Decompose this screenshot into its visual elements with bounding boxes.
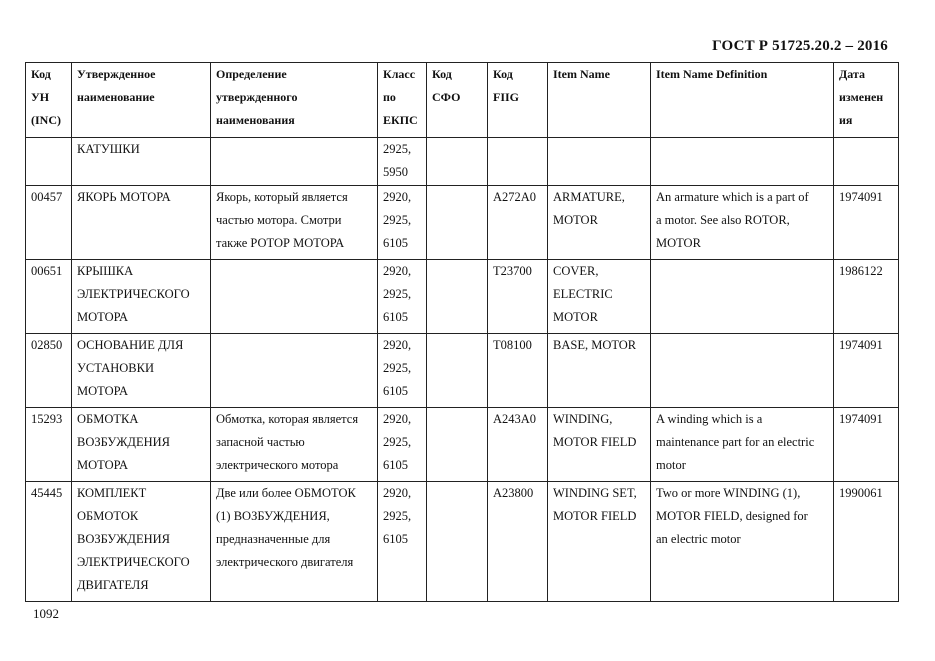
- cell-line: T23700: [493, 264, 532, 278]
- cell-line: ЭЛЕКТРИЧЕСКОГО: [77, 287, 190, 301]
- table-row: [26, 334, 899, 408]
- cell-ekps-class: [378, 260, 427, 334]
- cell-approved-name: [72, 138, 211, 186]
- cell-line: A243A0: [493, 412, 537, 426]
- cell-line: Две или более ОБМОТОК: [216, 486, 356, 500]
- cell-line: 2925,: [383, 287, 412, 301]
- cell-fiig-code: [488, 186, 548, 260]
- cell-line: A23800: [493, 486, 534, 500]
- cell-ekps-class: [378, 186, 427, 260]
- cell-line: MOTOR FIELD, designed for: [656, 509, 808, 523]
- cell-line: BASE, MOTOR: [553, 338, 637, 352]
- table-row: [26, 260, 899, 334]
- cell-inc-code: [26, 186, 72, 260]
- cell-sfo-code: [427, 138, 488, 186]
- cell-ekps-class: [378, 138, 427, 186]
- cell-ekps-class: [378, 408, 427, 482]
- cell-line: утвержденного: [216, 90, 298, 104]
- cell-line: 1974091: [839, 412, 883, 426]
- cell-line: 1986122: [839, 264, 883, 278]
- cell-item-name-definition: [651, 334, 834, 408]
- table-row: [26, 186, 899, 260]
- cell-line: 2925,: [383, 509, 412, 523]
- cell-line: изменен: [839, 90, 884, 104]
- cell-line: 15293: [31, 412, 63, 426]
- cell-sfo-code: [427, 482, 488, 602]
- cell-inc-code: [26, 260, 72, 334]
- cell-line: МОТОРА: [77, 458, 129, 472]
- cell-line: ВОЗБУЖДЕНИЯ: [77, 435, 170, 449]
- cell-line: MOTOR: [553, 213, 598, 227]
- cell-line: COVER,: [553, 264, 599, 278]
- cell-change-date: [834, 334, 899, 408]
- cell-name-definition: [211, 408, 378, 482]
- cell-ekps-class: [378, 482, 427, 602]
- cell-line: An armature which is a part of: [656, 190, 809, 204]
- cell-line: 2925,: [383, 213, 412, 227]
- cell-line: запасной частью: [216, 435, 305, 449]
- cell-change-date: [834, 138, 899, 186]
- cell-item-name: [548, 138, 651, 186]
- cell-line: 2925,: [383, 435, 412, 449]
- cell-line: (INC): [31, 113, 61, 127]
- cell-line: a motor. See also ROTOR,: [656, 213, 790, 227]
- cell-ekps-class: [378, 334, 427, 408]
- cell-line: ОСНОВАНИЕ ДЛЯ: [77, 338, 184, 352]
- table-row: [26, 408, 899, 482]
- cell-fiig-code: [488, 138, 548, 186]
- table-row: [26, 482, 899, 602]
- cell-line: МОТОРА: [77, 310, 129, 324]
- cell-line: 1974091: [839, 190, 883, 204]
- cell-line: предназначенные для: [216, 532, 331, 546]
- cell-line: КАТУШКИ: [77, 142, 140, 156]
- cell-line: MOTOR FIELD: [553, 509, 637, 523]
- cell-line: 6105: [383, 310, 408, 324]
- cell-fiig-code: [488, 334, 548, 408]
- cell-line: MOTOR: [656, 236, 701, 250]
- cell-line: КОМПЛЕКТ: [77, 486, 147, 500]
- cell-name-definition: [211, 260, 378, 334]
- cell-line: 2920,: [383, 412, 412, 426]
- cell-item-name: [548, 260, 651, 334]
- cell-change-date: [834, 186, 899, 260]
- cell-name-definition: [211, 138, 378, 186]
- cell-line: электрического мотора: [216, 458, 339, 472]
- column-header-fiig-code: [488, 63, 548, 138]
- cell-approved-name: [72, 482, 211, 602]
- cell-line: также РОТОР МОТОРА: [216, 236, 345, 250]
- cell-line: наименования: [216, 113, 295, 127]
- cell-line: ОБМОТКА: [77, 412, 139, 426]
- cell-line: motor: [656, 458, 686, 472]
- cell-name-definition: [211, 334, 378, 408]
- column-header-ekps-class: [378, 63, 427, 138]
- column-header-item-name: [548, 63, 651, 138]
- cell-line: (1) ВОЗБУЖДЕНИЯ,: [216, 509, 330, 523]
- cell-fiig-code: [488, 260, 548, 334]
- column-header-name-definition: [211, 63, 378, 138]
- column-header-sfo-code: [427, 63, 488, 138]
- cell-line: T08100: [493, 338, 532, 352]
- cell-approved-name: [72, 260, 211, 334]
- cell-item-name-definition: [651, 260, 834, 334]
- document-header-title: ГОСТ Р 51725.20.2 – 2016: [712, 38, 888, 54]
- cell-line: MOTOR: [553, 310, 598, 324]
- cell-name-definition: [211, 482, 378, 602]
- cell-line: 1974091: [839, 338, 883, 352]
- column-header-change-date: [834, 63, 899, 138]
- cell-line: Дата: [839, 67, 865, 81]
- table-row: [26, 138, 899, 186]
- cell-line: Код: [432, 67, 452, 81]
- cell-line: Класс: [383, 67, 416, 81]
- cell-sfo-code: [427, 334, 488, 408]
- cell-line: 2920,: [383, 338, 412, 352]
- cell-line: 2925,: [383, 142, 412, 156]
- cell-line: УН: [31, 90, 50, 104]
- cell-line: 45445: [31, 486, 63, 500]
- cell-line: MOTOR FIELD: [553, 435, 637, 449]
- cell-line: 1990061: [839, 486, 883, 500]
- cell-line: 2920,: [383, 190, 412, 204]
- cell-line: ELECTRIC: [553, 287, 613, 301]
- cell-line: ДВИГАТЕЛЯ: [77, 578, 149, 592]
- cell-inc-code: [26, 138, 72, 186]
- cell-line: 6105: [383, 236, 408, 250]
- cell-line: электрического двигателя: [216, 555, 354, 569]
- page-number: 1092: [33, 606, 59, 621]
- cell-line: ВОЗБУЖДЕНИЯ: [77, 532, 170, 546]
- column-header-item-name-definition: [651, 63, 834, 138]
- cell-line: 00651: [31, 264, 63, 278]
- cell-item-name: [548, 482, 651, 602]
- cell-line: 6105: [383, 384, 408, 398]
- cell-line: 02850: [31, 338, 63, 352]
- cell-line: 2925,: [383, 361, 412, 375]
- cell-item-name-definition: [651, 138, 834, 186]
- cell-line: по: [383, 90, 396, 104]
- cell-sfo-code: [427, 408, 488, 482]
- cell-line: FIIG: [493, 90, 520, 104]
- cell-change-date: [834, 482, 899, 602]
- cell-approved-name: [72, 334, 211, 408]
- cell-line: 6105: [383, 532, 408, 546]
- cell-inc-code: [26, 408, 72, 482]
- cell-line: УСТАНОВКИ: [77, 361, 154, 375]
- cell-change-date: [834, 408, 899, 482]
- cell-line: СФО: [432, 90, 461, 104]
- cell-line: частью мотора. Смотри: [216, 213, 342, 227]
- cell-item-name: [548, 186, 651, 260]
- cell-line: WINDING,: [553, 412, 613, 426]
- catalog-table: [25, 62, 899, 602]
- cell-line: Код: [31, 67, 51, 81]
- cell-line: Код: [493, 67, 513, 81]
- cell-line: ОБМОТОК: [77, 509, 139, 523]
- cell-approved-name: [72, 186, 211, 260]
- cell-fiig-code: [488, 408, 548, 482]
- cell-name-definition: [211, 186, 378, 260]
- cell-line: 2920,: [383, 486, 412, 500]
- cell-line: ия: [839, 113, 853, 127]
- cell-line: Обмотка, которая является: [216, 412, 359, 426]
- cell-line: КРЫШКА: [77, 264, 134, 278]
- cell-line: maintenance part for an electric: [656, 435, 815, 449]
- cell-sfo-code: [427, 260, 488, 334]
- cell-item-name-definition: [651, 482, 834, 602]
- cell-line: Утвержденное: [77, 67, 156, 81]
- cell-line: WINDING SET,: [553, 486, 637, 500]
- cell-item-name-definition: [651, 186, 834, 260]
- cell-fiig-code: [488, 482, 548, 602]
- cell-line: Якорь, который является: [216, 190, 348, 204]
- cell-line: МОТОРА: [77, 384, 129, 398]
- cell-change-date: [834, 260, 899, 334]
- cell-line: ARMATURE,: [553, 190, 625, 204]
- cell-line: A272A0: [493, 190, 537, 204]
- cell-line: наименование: [77, 90, 155, 104]
- cell-inc-code: [26, 334, 72, 408]
- cell-line: ЕКПС: [383, 113, 418, 127]
- cell-line: ЯКОРЬ МОТОРА: [77, 190, 171, 204]
- table-header-row: [26, 63, 899, 138]
- cell-line: Определение: [216, 67, 287, 81]
- cell-line: an electric motor: [656, 532, 741, 546]
- cell-line: 2920,: [383, 264, 412, 278]
- cell-item-name-definition: [651, 408, 834, 482]
- cell-item-name: [548, 334, 651, 408]
- column-header-inc-code: [26, 63, 72, 138]
- cell-sfo-code: [427, 186, 488, 260]
- column-header-approved-name: [72, 63, 211, 138]
- cell-line: 00457: [31, 190, 63, 204]
- cell-line: Two or more WINDING (1),: [656, 486, 801, 500]
- cell-line: 5950: [383, 165, 408, 179]
- cell-line: ЭЛЕКТРИЧЕСКОГО: [77, 555, 190, 569]
- cell-inc-code: [26, 482, 72, 602]
- cell-item-name: [548, 408, 651, 482]
- cell-line: 6105: [383, 458, 408, 472]
- cell-approved-name: [72, 408, 211, 482]
- cell-line: Item Name Definition: [656, 67, 768, 81]
- cell-line: Item Name: [553, 67, 610, 81]
- cell-line: A winding which is a: [656, 412, 763, 426]
